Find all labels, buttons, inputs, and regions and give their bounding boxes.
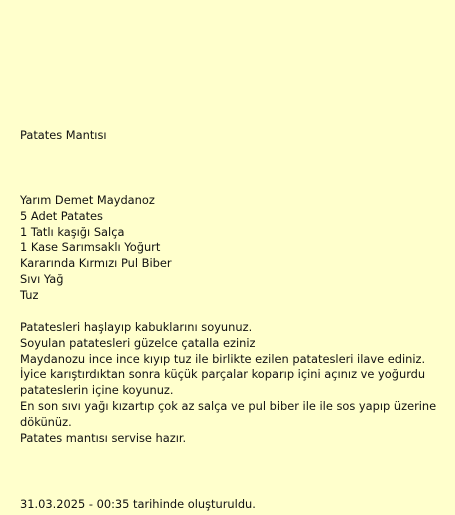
step-text: Soyulan patatesleri güzelce çatalla eziniz xyxy=(20,335,256,350)
step-text: En son sıvı yağı kızartıp çok az salça ve pul biber ile ile sos yapıp üzerine dökünüz. xyxy=(20,398,437,429)
ingredient-item: Sıvı Yağ xyxy=(20,271,64,286)
ingredient-item: Yarım Demet Maydanoz xyxy=(20,193,155,207)
ingredient-item: Tuz xyxy=(20,287,39,302)
step-text: Maydanozu ince ince kıyıp tuz ile birlikte ezilen patatesleri ilave ediniz. xyxy=(20,351,426,366)
ingredients-list xyxy=(20,193,172,304)
step-text: İyice karıştırdıktan sonra küçük parçalar koparıp içini açınız ve yoğurdu patateslerin içine koyunuz. xyxy=(20,367,426,398)
ingredient-item: 1 Kase Sarımsaklı Yoğurt xyxy=(20,240,161,255)
recipe-title: Patates Mantısı xyxy=(20,128,107,142)
preparation-steps xyxy=(20,320,440,446)
ingredient-item: 5 Adet Patates xyxy=(20,208,103,223)
step-text: Patates mantısı servise hazır. xyxy=(20,430,187,445)
step-text: Patatesleri haşlayıp kabuklarını soyunuz. xyxy=(20,320,253,334)
created-timestamp: 31.03.2025 - 00:35 tarihinde oluşturuldu. xyxy=(20,497,256,511)
ingredient-item: Kararında Kırmızı Pul Biber xyxy=(20,256,172,271)
ingredient-item: 1 Tatlı kaşığı Salça xyxy=(20,224,125,239)
